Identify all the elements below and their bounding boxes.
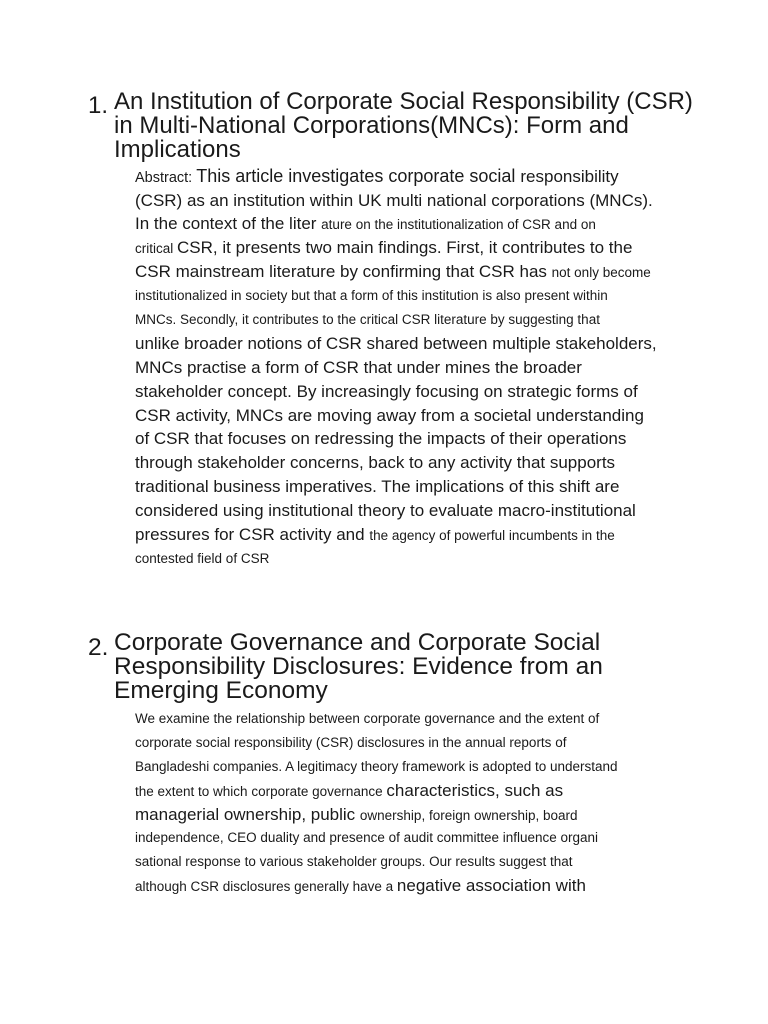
abstract-line [135,779,728,803]
abstract-line [135,803,728,827]
abstract-line [135,451,728,475]
text-run: through stakeholder concerns, back to any activity that supports [135,453,616,473]
text-run: In the context of the liter [135,214,322,234]
abstract-line [135,523,728,547]
article-title [88,631,728,702]
abstract-line [135,404,728,428]
title-line: Emerging Economy [114,676,328,704]
abstract-line [135,189,728,213]
text-run: responsibility [520,166,619,186]
abstract-line [135,284,728,308]
abstract-line [135,212,728,236]
abstract-line [135,260,728,284]
list-number: 1. [88,92,109,119]
abstract [88,165,728,571]
text-run: ature on the institutionalization of CSR and on [321,217,596,233]
abstract-line [135,874,728,898]
text-run: sational response to various stakeholder groups. Our results suggest that [135,854,573,870]
text-run: Abstract: [135,169,197,186]
text-run: ownership, foreign ownership, board [359,807,578,823]
article-title [88,90,728,162]
text-run: CSR, it presents two main findings. First, it contributes to the [177,238,633,258]
abstract-line [135,427,728,451]
abstract-line [135,332,728,356]
abstract-line [135,826,728,850]
text-run: the agency of powerful incumbents in the [369,528,615,544]
abstract-line [135,236,728,260]
abstract-line [135,707,728,731]
text-run: unlike broader notions of CSR shared between multiple stakeholders, [135,333,657,353]
text-run: negative association with [396,875,586,895]
text-run: considered using institutional theory to evaluate macro-institutional [135,501,636,521]
text-run: (CSR) as an institution within UK multi national corporations (MNCs). [135,190,653,210]
text-run: corporate social responsibility (CSR) disclosures in the annual reports of [135,735,567,751]
abstract-line [135,308,728,332]
title-line: Corporate Governance and Corporate Social [114,629,601,656]
title-line: Implications [114,135,241,163]
abstract-line [135,731,728,755]
text-run: institutionalized in society but that a form of this institution is also present within [135,288,608,304]
text-run: We examine the relationship between corporate governance and the extent of [135,711,600,727]
title-line: Responsibility Disclosures: Evidence from an [114,652,603,680]
text-run: independence, CEO duality and presence of audit committee influence organi [135,830,599,846]
text-run: critical [135,241,178,257]
text-run: traditional business imperatives. The implications of this shift are [135,477,620,497]
text-run: Bangladeshi companies. A legitimacy theory framework is adopted to understand [135,758,618,774]
article-2 [88,631,728,898]
text-run: characteristics, such as [386,780,564,800]
text-run: This article investigates corporate social [196,165,521,186]
text-run: although CSR disclosures generally have a [135,878,397,894]
abstract-line [135,165,728,189]
text-run: managerial ownership, public [135,804,360,824]
text-run: pressures for CSR activity and [135,525,370,545]
abstract-line [135,755,728,779]
text-run: stakeholder concept. By increasingly focusing on strategic forms of [135,381,638,401]
abstract-line [135,850,728,874]
text-run: the extent to which corporate governance [135,783,387,799]
text-run: MNCs practise a form of CSR that under mines the broader [135,357,582,377]
title-line: in Multi-National Corporations(MNCs): Form and [114,111,629,139]
abstract-line [135,547,728,571]
text-run: not only become [551,265,651,281]
list-number: 2. [88,634,109,661]
abstract-line [135,499,728,523]
text-run: of CSR that focuses on redressing the impacts of their operations [135,429,627,449]
abstract [88,707,728,897]
abstract-line [135,356,728,380]
text-run: CSR activity, MNCs are moving away from a societal understanding [135,405,644,425]
title-line: An Institution of Corporate Social Responsibility (CSR) [114,88,693,115]
article-1 [88,90,728,571]
text-run: CSR mainstream literature by confirming that CSR has [135,262,552,282]
text-run: contested field of CSR [135,550,270,566]
abstract-line [135,475,728,499]
text-run: MNCs. Secondly, it contributes to the critical CSR literature by suggesting that [135,312,600,328]
abstract-line [135,380,728,404]
